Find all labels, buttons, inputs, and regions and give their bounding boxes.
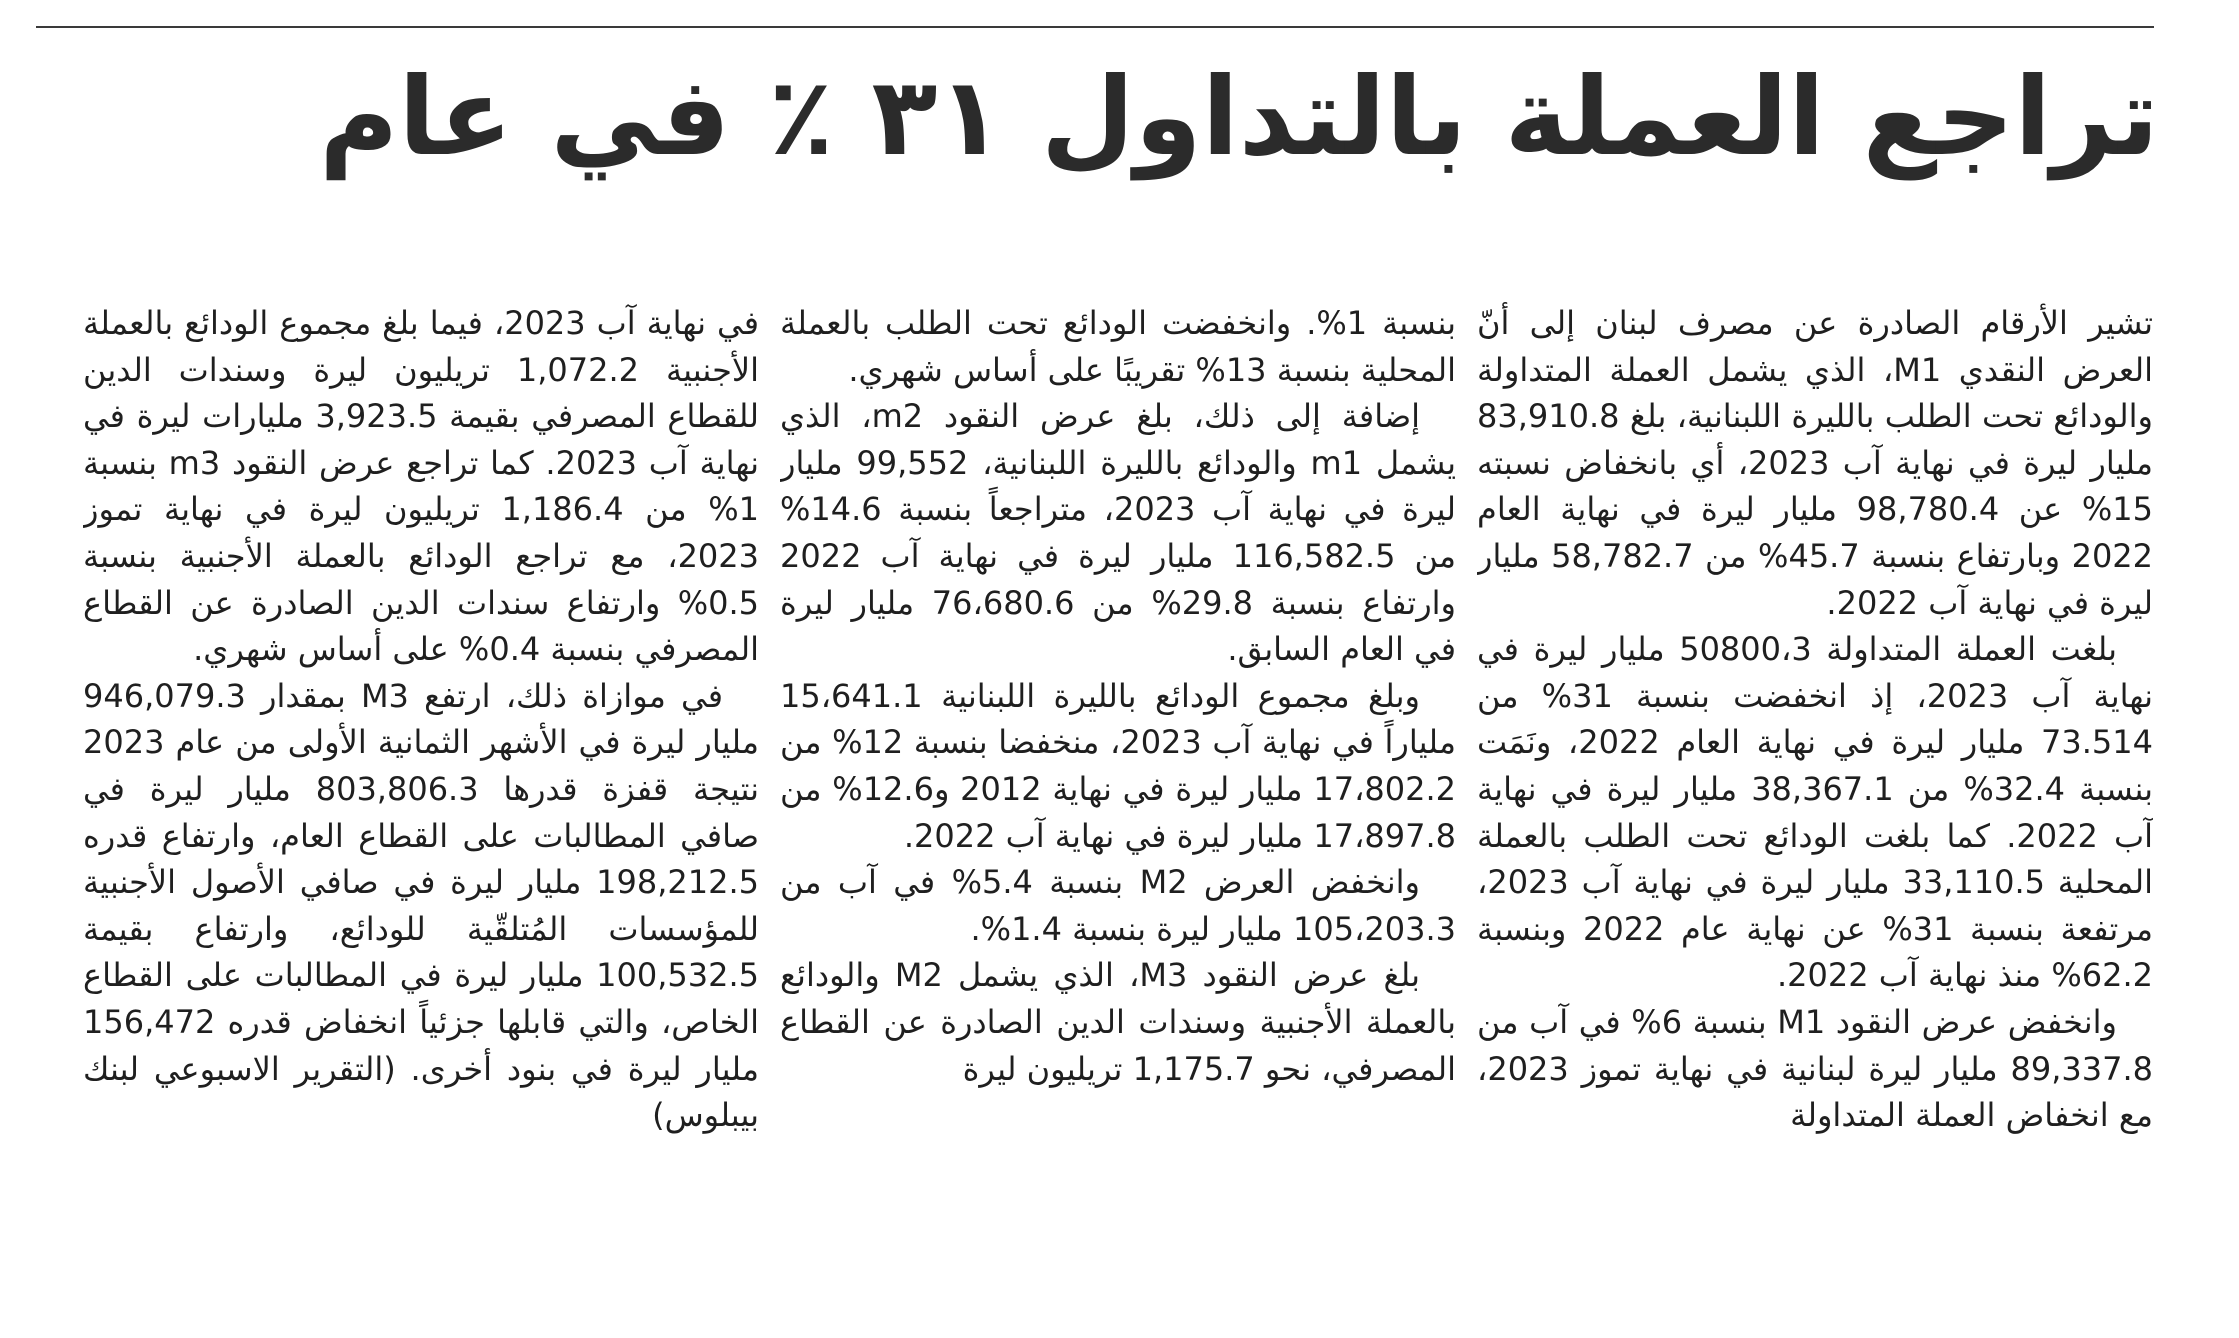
paragraph: إضافة إلى ذلك، بلغ عرض النقود m2، الذي يشمل m1 والودائع بالليرة اللبنانية، 99,552 مليار ليرة في نهاية آب 2023، متراجعاً بنسبة 14.6% من 116,582.5 مليار ليرة في نهاية آب 2022 وارتفاع بنسبة 29.8% من 76،680.6 مليار ليرة في العام السابق. xyxy=(780,397,1456,669)
paragraph: في نهاية آب 2023، فيما بلغ مجموع الودائع بالعملة الأجنبية 1,072.2 تريليون ليرة وسندات الدين للقطاع المصرفي بقيمة 3,923.5 مليارات ليرة في نهاية آب 2023. كما تراجع عرض النقود m3 بنسبة 1% من 1,186.4 تريليون ليرة في نهاية تموز 2023، مع تراجع الودائع بالعملة الأجنبية بنسبة 0.5% وارتفاع سندات الدين الصادرة عن القطاع المصرفي بنسبة 0.4% على أساس شهري. xyxy=(83,304,759,669)
headline: تراجع العملة بالتداول ٣١ ٪ في عام xyxy=(319,55,2159,180)
paragraph: تشير الأرقام الصادرة عن مصرف لبنان إلى أنّ العرض النقدي M1، الذي يشمل العملة المتداولة والودائع تحت الطلب بالليرة اللبنانية، بلغ 83,910.8 مليار ليرة في نهاية آب 2023، أي بانخفاض نسبته 15% عن 98,780.4 مليار ليرة في نهاية العام 2022 وبارتفاع بنسبة 45.7% من 58,782.7 مليار ليرة في نهاية آب 2022. xyxy=(1477,304,2153,622)
paragraph: بلغ عرض النقود M3، الذي يشمل M2 والودائع بالعملة الأجنبية وسندات الدين الصادرة عن القطاع المصرفي، نحو 1,175.7 تريليون ليرة xyxy=(780,956,1456,1088)
paragraph: بنسبة 1%. وانخفضت الودائع تحت الطلب بالعملة المحلية بنسبة 13% تقريبًا على أساس شهري. xyxy=(780,304,1456,389)
paragraph: وبلغ مجموع الودائع بالليرة اللبنانية 15،641.1 ملياراً في نهاية آب 2023، منخفضا بنسبة 12% من 17،802.2 مليار ليرة في نهاية 2012 و12.6% من 17،897.8 مليار ليرة في نهاية آب 2022. xyxy=(780,676,1456,855)
top-rule xyxy=(36,26,2154,28)
paragraph: بلغت العملة المتداولة 50800،3 مليار ليرة في نهاية آب 2023، إذ انخفضت بنسبة 31% من 73.514 مليار ليرة في نهاية العام 2022، ونَمَت بنسبة 32.4% من 38,367.1 مليار ليرة في نهاية آب 2022. كما بلغت الودائع تحت الطلب بالعملة المحلية 33,110.5 مليار ليرة في نهاية آب 2023، مرتفعة بنسبة 31% عن نهاية عام 2022 وبنسبة 62.2% منذ نهاية آب 2022. xyxy=(1477,630,2153,995)
article-body xyxy=(83,300,2153,1320)
paragraph: وانخفض عرض النقود M1 بنسبة 6% في آب من 89,337.8 مليار ليرة لبنانية في نهاية تموز 2023، مع انخفاض العملة المتداولة xyxy=(1477,1002,2153,1135)
paragraph: في موازاة ذلك، ارتفع M3 بمقدار 946,079.3 مليار ليرة في الأشهر الثمانية الأولى من عام 2023 نتيجة قفزة قدرها 803,806.3 مليار ليرة في صافي المطالبات على القطاع العام، وارتفاع قدره 198,212.5 مليار ليرة في صافي الأصول الأجنبية للمؤسسات المُتلقّية للودائع، وارتفاع بقيمة 100,532.5 مليار ليرة في المطالبات على القطاع الخاص، والتي قابلها جزئياً انخفاض قدره 156,472 مليار ليرة في بنود أخرى. (التقرير الاسبوعي لبنك بيبلوس) xyxy=(83,676,759,1135)
column-right xyxy=(1477,300,2153,1320)
column-middle xyxy=(780,300,1456,1320)
paragraph: وانخفض العرض M2 بنسبة 5.4% في آب من 105،203.3 مليار ليرة بنسبة 1.4%. xyxy=(780,863,1456,948)
column-left xyxy=(83,300,759,1320)
